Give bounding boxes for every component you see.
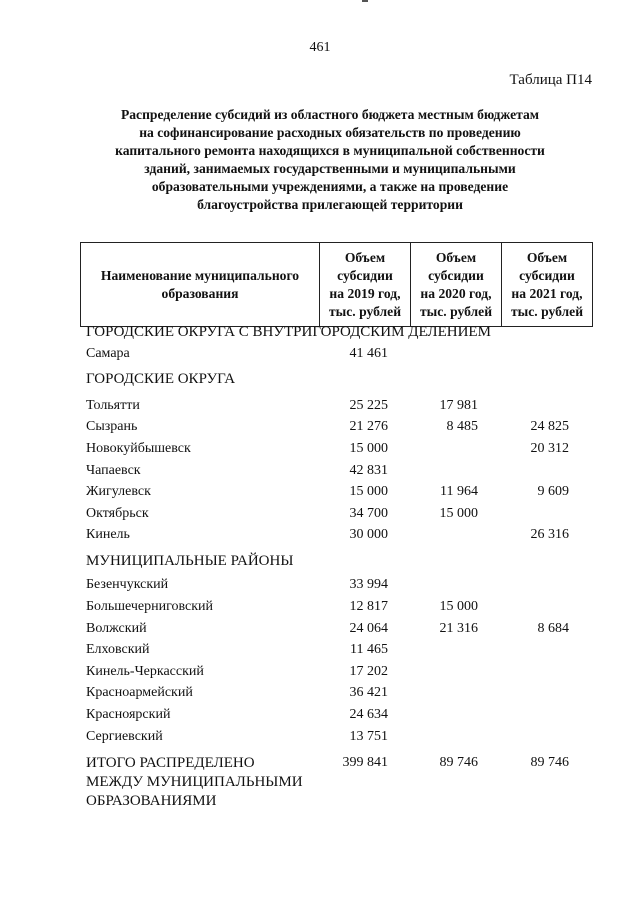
total-2020: 89 746 (439, 755, 478, 770)
value-2020: 15 000 (439, 506, 478, 521)
title-line: Распределение субсидий из областного бюджета местным бюджетам (120, 107, 540, 122)
row-name: Красноярский (86, 707, 171, 722)
value-2019: 13 751 (349, 729, 388, 744)
value-2019: 41 461 (349, 346, 388, 361)
value-2020: 8 485 (446, 419, 478, 434)
row-name: Волжский (86, 621, 147, 636)
page-number: 461 (309, 40, 331, 55)
value-2019: 17 202 (349, 664, 388, 679)
header-name: Наименование муниципального образования (81, 243, 320, 327)
row-name: Кинель (86, 527, 130, 542)
header-2019: Объем субсидии на 2019 год, тыс. рублей (320, 243, 411, 327)
title-line: благоустройства прилегающей территории (197, 197, 463, 212)
value-2021: 20 312 (530, 441, 569, 456)
value-2019: 24 064 (349, 621, 388, 636)
value-2019: 33 994 (349, 577, 388, 592)
value-2019: 30 000 (349, 527, 388, 542)
title-line: на софинансирование расходных обязательств по проведению (139, 125, 521, 140)
row-name: Елховский (86, 642, 150, 657)
value-2019: 24 634 (349, 707, 388, 722)
value-2019: 12 817 (349, 599, 388, 614)
row-name: Чапаевск (86, 463, 141, 478)
value-2021: 26 316 (530, 527, 569, 542)
title-line: зданий, занимаемых государственными и муниципальными (144, 161, 516, 176)
title-line: капитального ремонта находящихся в муниципальной собственности (115, 143, 545, 158)
document-title (60, 106, 600, 214)
row-name: Безенчукский (86, 577, 169, 592)
value-2019: 11 465 (350, 642, 388, 657)
section-title: МУНИЦИПАЛЬНЫЕ РАЙОНЫ (86, 553, 294, 569)
value-2019: 15 000 (349, 441, 388, 456)
row-name: Самара (86, 346, 130, 361)
total-2021: 89 746 (530, 755, 569, 770)
scan-mark (362, 0, 368, 2)
value-2019: 34 700 (349, 506, 388, 521)
row-name: Новокуйбышевск (86, 441, 191, 456)
row-name: Октябрьск (86, 506, 149, 521)
row-name: Кинель-Черкасский (86, 664, 204, 679)
value-2020: 21 316 (439, 621, 478, 636)
value-2020: 17 981 (439, 398, 478, 413)
value-2020: 11 964 (440, 484, 478, 499)
value-2019: 42 831 (349, 463, 388, 478)
value-2019: 36 421 (349, 685, 388, 700)
row-name: Красноармейский (86, 685, 193, 700)
total-2019: 399 841 (342, 755, 388, 770)
value-2019: 15 000 (349, 484, 388, 499)
total-label: ИТОГО РАСПРЕДЕЛЕНО МЕЖДУ МУНИЦИПАЛЬНЫМИ ОБРАЗОВАНИЯМИ (86, 755, 303, 809)
value-2020: 15 000 (439, 599, 478, 614)
row-name: Сергиевский (86, 729, 163, 744)
table-header (80, 242, 593, 327)
title-line: образовательными учреждениями, а также на проведение (151, 179, 509, 194)
value-2021: 9 609 (537, 484, 569, 499)
value-2021: 24 825 (530, 419, 569, 434)
section-title: ГОРОДСКИЕ ОКРУГА (86, 371, 236, 387)
header-2020: Объем субсидии на 2020 год, тыс. рублей (411, 243, 502, 327)
value-2019: 21 276 (349, 419, 388, 434)
section-title: ГОРОДСКИЕ ОКРУГА С ВНУТРИГОРОДСКИМ ДЕЛЕНИЕМ (86, 324, 491, 340)
value-2021: 8 684 (537, 621, 569, 636)
row-name: Сызрань (86, 419, 138, 434)
row-name: Жигулевск (86, 484, 151, 499)
row-name: Большечерниговский (86, 599, 214, 614)
row-name: Тольятти (86, 398, 140, 413)
table-label: Таблица П14 (509, 72, 592, 88)
header-2021: Объем субсидии на 2021 год, тыс. рублей (502, 243, 593, 327)
value-2019: 25 225 (349, 398, 388, 413)
